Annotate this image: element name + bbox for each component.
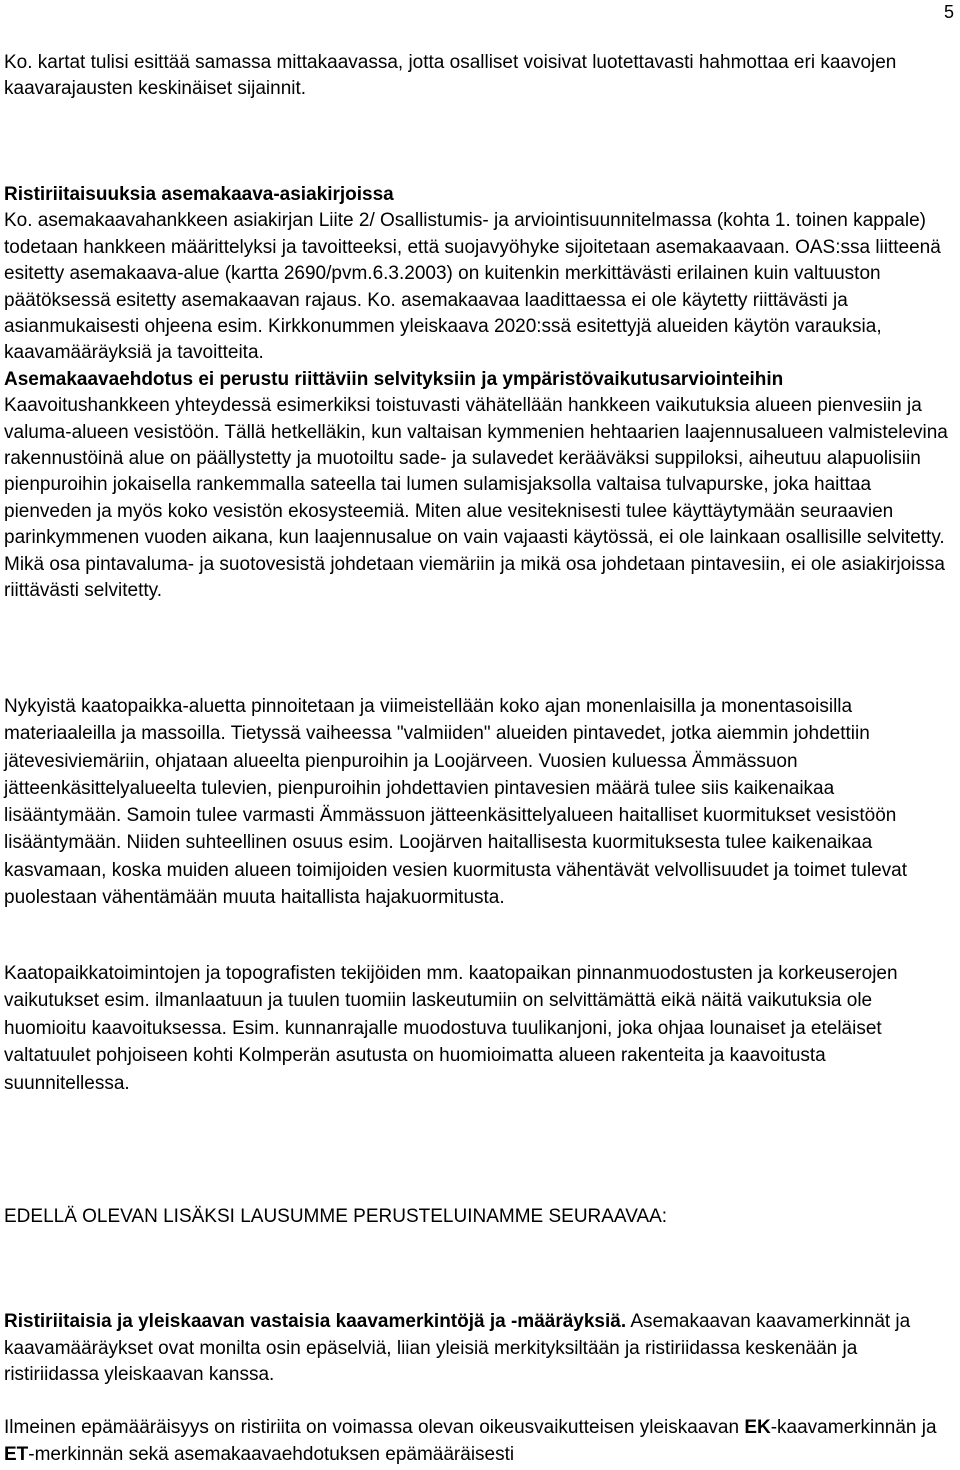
text-part: -kaavamerkinnän ja xyxy=(770,1417,937,1438)
paragraph-plan-markings xyxy=(4,1309,956,1389)
inline-heading: Ristiriitaisia ja yleiskaavan vastaisia kaavamerkintöjä ja -määräyksiä. xyxy=(4,1311,627,1332)
page-number: 5 xyxy=(943,2,954,22)
paragraph-map-scale xyxy=(4,50,956,103)
paragraph-text: Kaatopaikkatoimintojen ja topografisten tekijöiden mm. kaatopaikan pinnanmuodostusten ja korkeuserojen vaikutukset esim. ilmanlaatuun ja tuulen tuomiin laskeutumiin on selvittämättä eikä näitä vaikutuksia ole huomioitu kaavoituksessa. Esim. kunnanrajalle muodostuva tuulikanjoni, joka ohjaa lounaiset ja eteläiset valtatuulet pohjoiseen kohti Kolmperän asutusta on huomioimatta alueen rakenteita ja kaavoitusta suunnitellessa. xyxy=(4,963,898,1094)
paragraph-body: Asemakaavan kaavamerkinnät ja kaavamääräykset ovat monilta osin epäselviä, liian yleisiä merkityksiltään ja ristiriidassa keskenään ja ristiriidassa yleiskaavan kanssa. xyxy=(4,1311,911,1385)
paragraph-ek-et-contradiction xyxy=(4,1415,956,1468)
text-part: Ilmeinen epämääräisyys on ristiriita on voimassa olevan oikeusvaikutteisen yleiskaavan xyxy=(4,1417,745,1438)
paragraph-text xyxy=(4,1415,956,1468)
paragraph-text: Nykyistä kaatopaikka-aluetta pinnoitetaan ja viimeistellään koko ajan monenlaisilla ja monentasoisilla materiaaleilla ja massoilla. Tietyssä vaiheessa "valmiiden" alueiden pintavedet, jotka aiemmin johdettiin jätevesiviemäriin, ohjataan alueelta pienpuroihin ja Loojärveen. Vuosien kuluessa Ämmässuon jätteenkäsittelyalueelta tulevien, pienpuroihin johdettavien pintavesien määrä tulee siis kaikenaikaa lisääntymään. Samoin tulee varmasti Ämmässuon jätteenkäsittelyalueen haitalliset kuormitukset vesistöön lisääntymään. Niiden suhteellinen osuus esim. Loojärven haitallisesta kuormituksesta tulee kaikenaikaa kasvamaan, koska muiden alueen toimijoiden vesien kuormitusta vähentävät velvollisuudet ja toimet tulevat puolestaan vähentämään muuta haitallista hajakuormitusta. xyxy=(4,696,907,909)
et-marking: ET xyxy=(4,1443,29,1465)
paragraph-text: Ko. asemakaavahankkeen asiakirjan Liite 2/ Osallistumis- ja arviointisuunnitelmassa (kohta 1. toinen kappale) todetaan hankkeen määrittelyksi ja tavoitteeksi, että suojavyöhyke sijoitetaan asemakaavaan. OAS:ssa liitteenä esitetty asemakaava-alue (kartta 2690/pvm.6.3.2003) on kuitenkin merkittävästi erilainen kuin valtuuston päätöksessä esitetty asemakaavan rajaus. Ko. asemakaavaa laadittaessa ei ole käytetty riittävästi ja asianmukaisesti ohjeena esim. Kirkkonummen yleiskaava 2020:ssä esitettyjä alueiden käytön varauksia, kaavamääräyksiä ja tavoitteita. xyxy=(4,210,941,364)
paragraph-text: Ko. kartat tulisi esittää samassa mittakaavassa, jotta osalliset voisivat luotettavasti hahmottaa eri kaavojen kaavarajausten keskinäiset sijainnit. xyxy=(4,52,897,100)
ek-marking: EK xyxy=(744,1417,771,1438)
paragraph-landfill-surface xyxy=(4,693,956,911)
paragraph-text: Kaavoitushankkeen yhteydessä esimerkiksi toistuvasti vähätellään hankkeen vaikutuksia alueen pienvesiin ja valuma-alueen vesistöön. Tällä hetkelläkin, kun valtaisan kymmenien hehtaarien laajennusalueen valmistelevina rakennustöinä alue on päällystetty ja muotoiltu sade- ja sulavedet kerääväksi suppiloksi, aiheutuu alapuolisiin pienpuroihin jokaisella rankemmalla sateella tai lumen sulamisjaksolla valtaisa tulvapurske, joka haittaa pienveden ja myös koko vesistön ekosysteemiä. Miten alue vesiteknisesti tulee käyttäytymään seuraavien parinkymmenen vuoden aikana, kun laajennusalue on vain vajaasti käytössä, ei ole lainkaan osallisille selvitetty. Mikä osa pintavaluma- ja suotovesistä johdetaan viemäriin ja mikä osa johdetaan pintavesiin, ei ole asiakirjoissa riittävästi selvitetty. xyxy=(4,395,948,602)
paragraph-text xyxy=(4,1309,956,1389)
section-heading: Ristiriitaisuuksia asemakaava-asiakirjoissa xyxy=(4,184,394,205)
text-part: -merkinnän sekä asemakaavaehdotuksen epämääräisesti xyxy=(28,1443,515,1465)
section-heading: Asemakaavaehdotus ei perustu riittäviin selvityksiin ja ympäristövaikutusarviointeihin xyxy=(4,368,784,390)
statement-heading xyxy=(4,1204,956,1230)
paragraph-topography xyxy=(4,960,956,1097)
section-contradictions xyxy=(4,182,956,605)
paragraph-text: EDELLÄ OLEVAN LISÄKSI LAUSUMME PERUSTELUINAMME SEURAAVAA: xyxy=(4,1206,668,1227)
